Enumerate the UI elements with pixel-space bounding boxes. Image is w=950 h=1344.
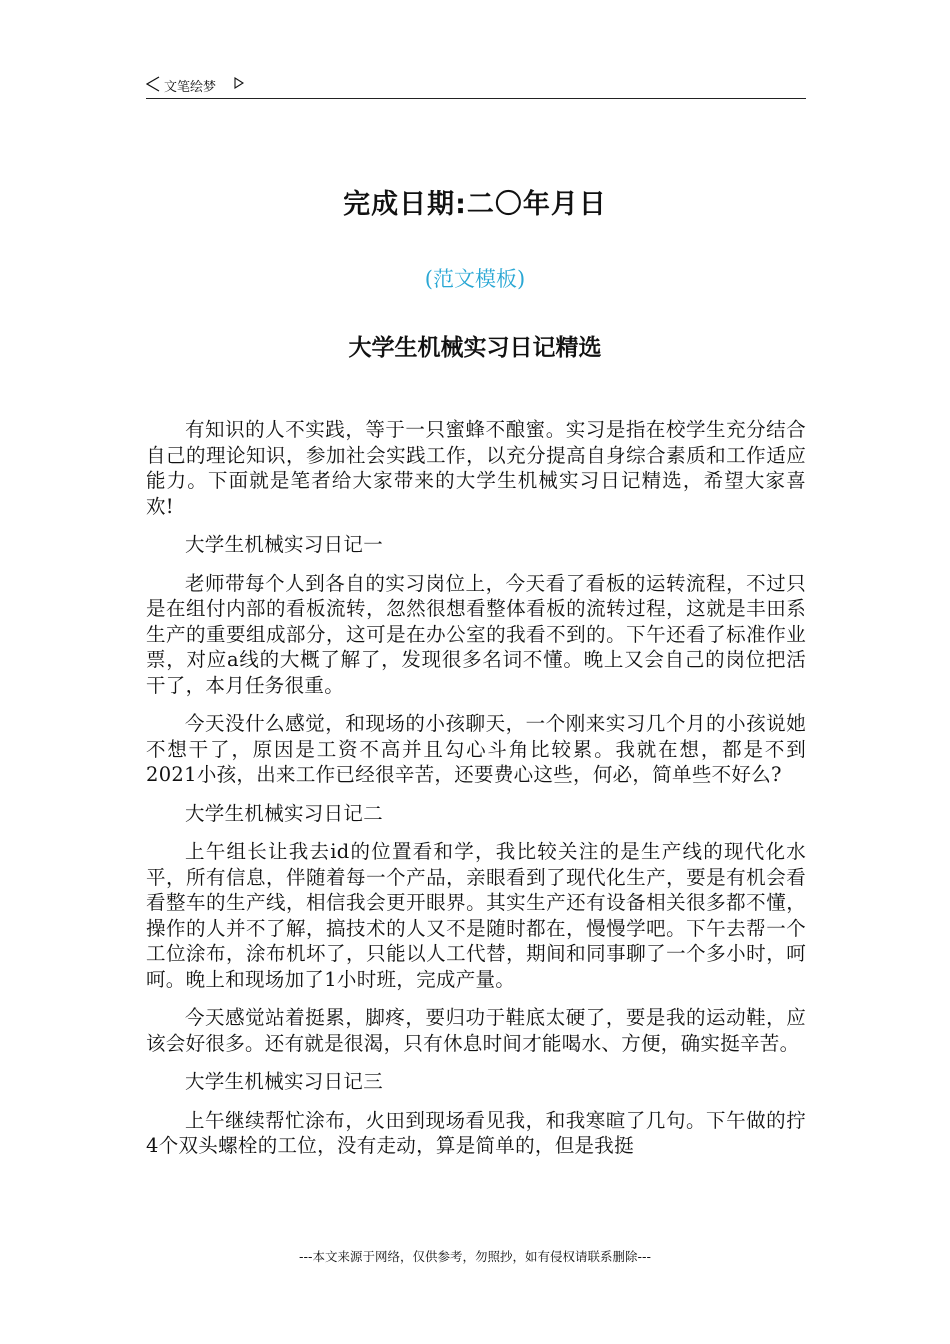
section-heading: 大学生机械实习日记一 <box>185 533 384 556</box>
section-heading: 大学生机械实习日记二 <box>185 801 384 825</box>
body-paragraph: 上午继续帮忙涂布，火田到现场看见我，和我寒暄了几句。下午做的拧4个双头螺栓的工位，没有走动，算是简单的，但是我挺 <box>146 1108 806 1157</box>
intro-paragraph: 有知识的人不实践，等于一只蜜蜂不酿蜜。实习是指在校学生充分结合自己的理论知识，参加社会实践工作，以充分提高自身综合素质和工作适应能力。下面就是笔者给大家带来的大学生机械实习日记精选，希望大家喜欢! <box>146 418 806 518</box>
body-paragraph: 今天感觉站着挺累，脚疼，要归功于鞋底太硬了，要是我的运动鞋，应该会好很多。还有就是很渴，只有休息时间才能喝水、方便，确实挺辛苦。 <box>146 1006 806 1055</box>
brand-name: 文笔绘梦 <box>164 80 217 95</box>
body-paragraph: 上午组长让我去id的位置看和学，我比较关注的是生产线的现代化水平，所有信息，伴随着每一个产品，亲眼看到了现代化生产，要是有机会看看整车的生产线，相信我会更开眼界。其实生产还有设备相关很多都不懂，操作的人并不了解，搞技术的人又不是随时都在，慢慢学吧。下午去帮一个工位涂布，涂布机坏了，只能以人工代替，期间和同事聊了一个多小时，呵呵。晚上和现场加了1小时班，完成产量。 <box>146 840 806 991</box>
document-body <box>146 417 806 1172</box>
right-triangle-icon <box>234 77 244 89</box>
page-footer: ---本文来源于网络，仅供参考，勿照抄，如有侵权请联系删除--- <box>298 1249 652 1264</box>
document-title: 大学生机械实习日记精选 <box>348 335 602 361</box>
left-triangle-icon <box>146 76 160 92</box>
body-paragraph: 老师带每个人到各自的实习岗位上，今天看了看板的运转流程，不过只是在组付内部的看板流转，忽然很想看整体看板的流转过程，这就是丰田系生产的重要组成部分，这可是在办公室的我看不到的。下午还看了标准作业票，对应a线的大概了解了，发现很多名词不懂。晚上又会自己的岗位把活干了，本月任务很重。 <box>146 571 806 697</box>
page-header <box>146 72 806 99</box>
completion-date: 完成日期:二〇年月日 <box>343 189 607 220</box>
template-tag: (范文模板) <box>424 267 526 291</box>
body-paragraph: 今天没什么感觉，和现场的小孩聊天，一个刚来实习几个月的小孩说她不想干了，原因是工资不高并且勾心斗角比较累。我就在想，都是不到2021小孩，出来工作已经很辛苦，还要费心这些，何必，简单些不好么? <box>146 712 806 786</box>
section-heading: 大学生机械实习日记三 <box>185 1070 384 1093</box>
